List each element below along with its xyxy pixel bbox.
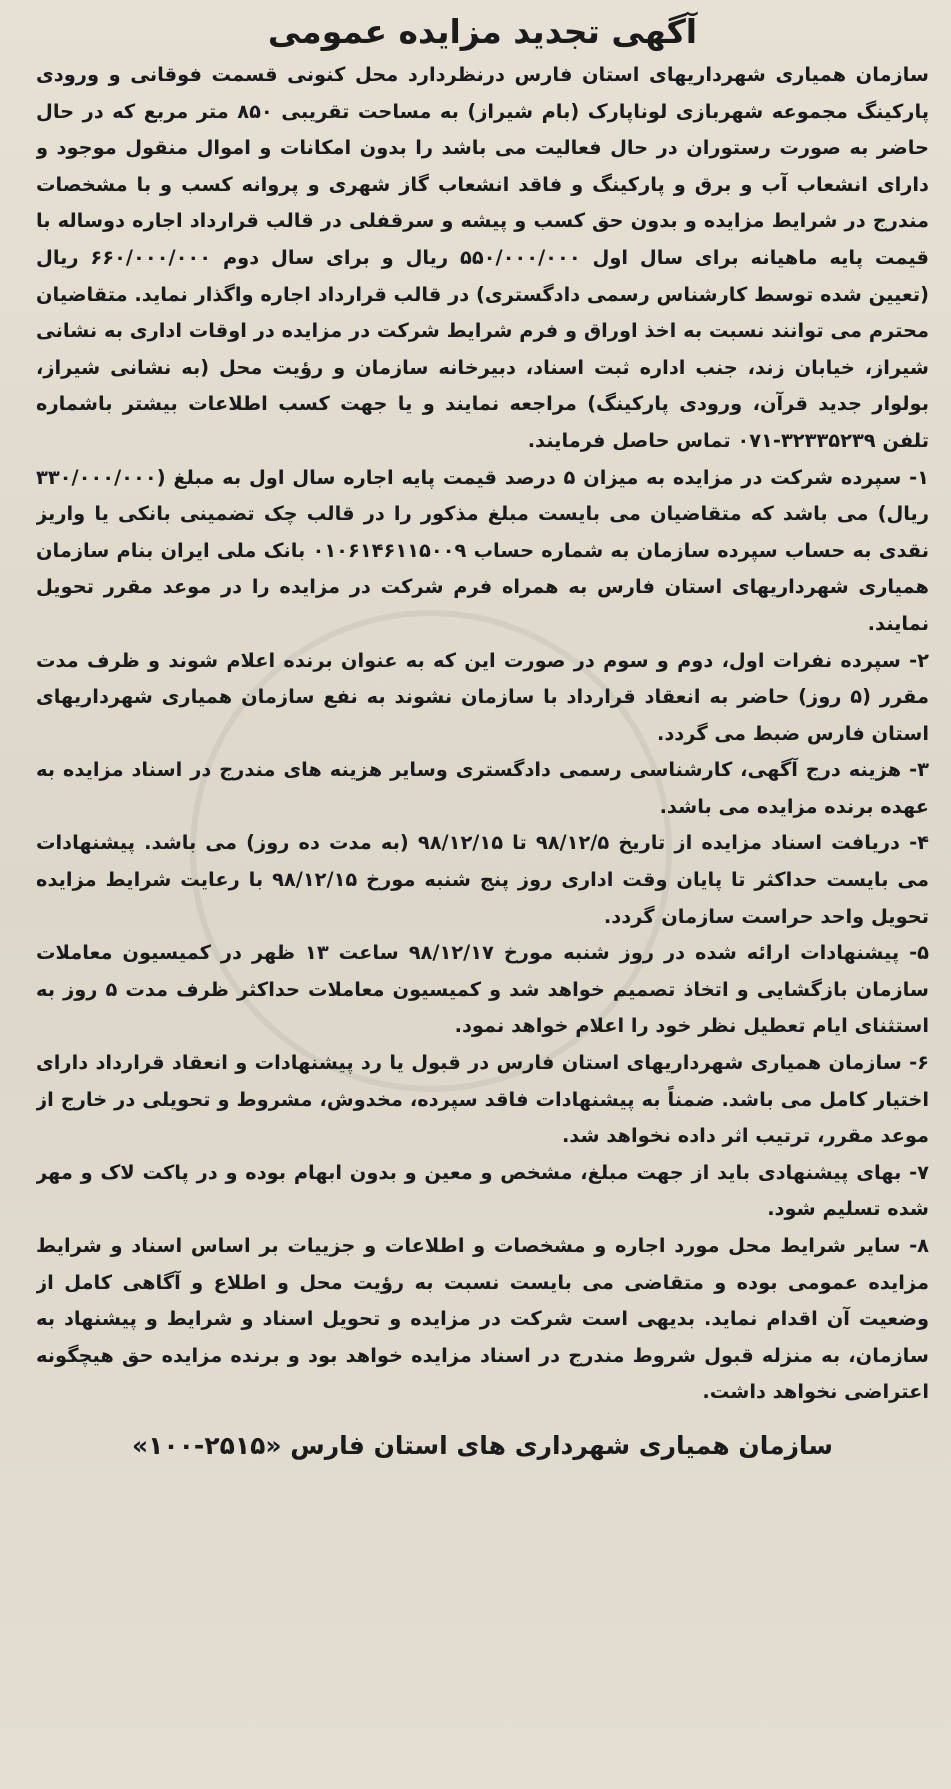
notice-item-2: ۲- سپرده نفرات اول، دوم و سوم در صورت این که به عنوان برنده اعلام شوند و ظرف مدت مقرر (۵ روز) حاضر به انعقاد قرارداد با سازمان نشوند به نفع سازمان همیاری شهرداریهای استان فارس ضبط می گردد. bbox=[36, 648, 929, 745]
notice-title: آگهی تجدید مزایده عمومی bbox=[267, 12, 698, 51]
notice-item-5: ۵- پیشنهادات ارائه شده در روز شنبه مورخ ۹۸/۱۲/۱۷ ساعت ۱۳ ظهر در کمیسیون معاملات سازمان بازگشایی و اتخاذ تصمیم خواهد شد و کمیسیون معاملات حداکثر ظرف مدت ۵ روز به استثنای ایام تعطیل نظر خود را اعلام خواهد نمود. bbox=[36, 941, 929, 1038]
notice-item-3: ۳- هزینه درج آگهی، کارشناسی رسمی دادگستری وسایر هزینه های مندرج در اسناد مزایده به عهده برنده مزایده می باشد. bbox=[36, 758, 929, 818]
notice-intro: سازمان همیاری شهرداریهای استان فارس درنظردارد محل کنونی قسمت فوقانی و ورودی پارکینگ مجموعه شهربازی لوناپارک (بام شیراز) به مساحت تقریبی ۸۵۰ متر مربع که در حال حاضر به صورت رستوران در حال فعالیت می باشد را بدون امکانات و اموال منقول موجود و دارای انشعاب آب و برق و پارکینگ و فاقد انشعاب گاز شهری و پروانه کسب و با مشخصات مندرج در شرایط مزایده و بدون حق کسب و پیشه و سرقفلی در قالب قرارداد اجاره دوساله با قیمت پایه ماهیانه برای سال اول ۵۵۰/۰۰۰/۰۰۰ ریال و برای سال دوم ۶۶۰/۰۰۰/۰۰۰ ریال (تعیین شده توسط کارشناس رسمی دادگستری) در قالب قرارداد اجاره واگذار نماید. متقاضیان محترم می توانند نسبت به اخذ اوراق و فرم شرایط شرکت در مزایده در اوقات اداری به نشانی شیراز، خیابان زند، جنب اداره ثبت اسناد، دبیرخانه سازمان و رؤیت محل (به نشانی شیراز، بولوار جدید قرآن، ورودی پارکینگ) مراجعه نمایند و یا جهت کسب اطلاعات بیشتر باشماره تلفن ۳۲۳۳۵۲۳۹-۰۷۱ تماس حاصل فرمایند. bbox=[36, 63, 929, 452]
notice-item-6: ۶- سازمان همیاری شهرداریهای استان فارس در قبول یا رد پیشنهادات و انعقاد قرارداد دارای اختیار کامل می باشد. ضمناً به پیشنهادات فاقد سپرده، مخدوش، مشروط و تحویلی در خارج از موعد مقرر، ترتیب اثر داده نخواهد شد. bbox=[36, 1051, 929, 1148]
notice-footer-organization: سازمان همیاری شهرداری های استان فارس «۲۵۱۵-۱۰۰» bbox=[131, 1430, 833, 1460]
notice-item-4: ۴- دریافت اسناد مزایده از تاریخ ۹۸/۱۲/۵ تا ۹۸/۱۲/۱۵ (به مدت ده روز) می باشد. پیشنهادات می بایست حداکثر تا پایان وقت اداری روز پنج شنبه مورخ ۹۸/۱۲/۱۵ با رعایت شرایط مزایده تحویل واحد حراست سازمان گردد. bbox=[36, 831, 929, 928]
auction-notice bbox=[36, 8, 929, 1781]
notice-item-7: ۷- بهای پیشنهادی باید از جهت مبلغ، مشخص و معین و بدون ابهام بوده و در پاکت لاک و مهر شده تسلیم شود. bbox=[36, 1160, 929, 1221]
notice-item-1: ۱- سپرده شرکت در مزایده به میزان ۵ درصد قیمت پایه اجاره سال اول به مبلغ (۳۳۰/۰۰۰/۰۰۰ ریال) می باشد که متقاضیان می بایست مبلغ مذکور را در قالب چک تضمینی بانکی یا واریز نقدی به حساب سپرده سازمان به شماره حساب ۰۱۰۶۱۴۶۱۱۵۰۰۹ بانک ملی ایران بنام سازمان همیاری شهرداریهای استان فارس به همراه فرم شرکت در مزایده را در موعد مقرر تحویل نمایند. bbox=[36, 465, 929, 635]
notice-item-8: ۸- سایر شرایط محل مورد اجاره و مشخصات و اطلاعات و جزییات بر اساس اسناد و شرایط مزایده عمومی بوده و متقاضی می بایست نسبت به رؤیت محل و اطلاع و آگاهی کامل از وضعیت آن اقدام نماید. بدیهی است شرکت در مزایده و تحویل اسناد و شرایط و پیشنهاد به سازمان، به منزله قبول شروط مندرج در اسناد مزایده خواهد بود و برنده مزایده حق هیچگونه اعتراضی نخواهد داشت. bbox=[36, 1234, 929, 1404]
